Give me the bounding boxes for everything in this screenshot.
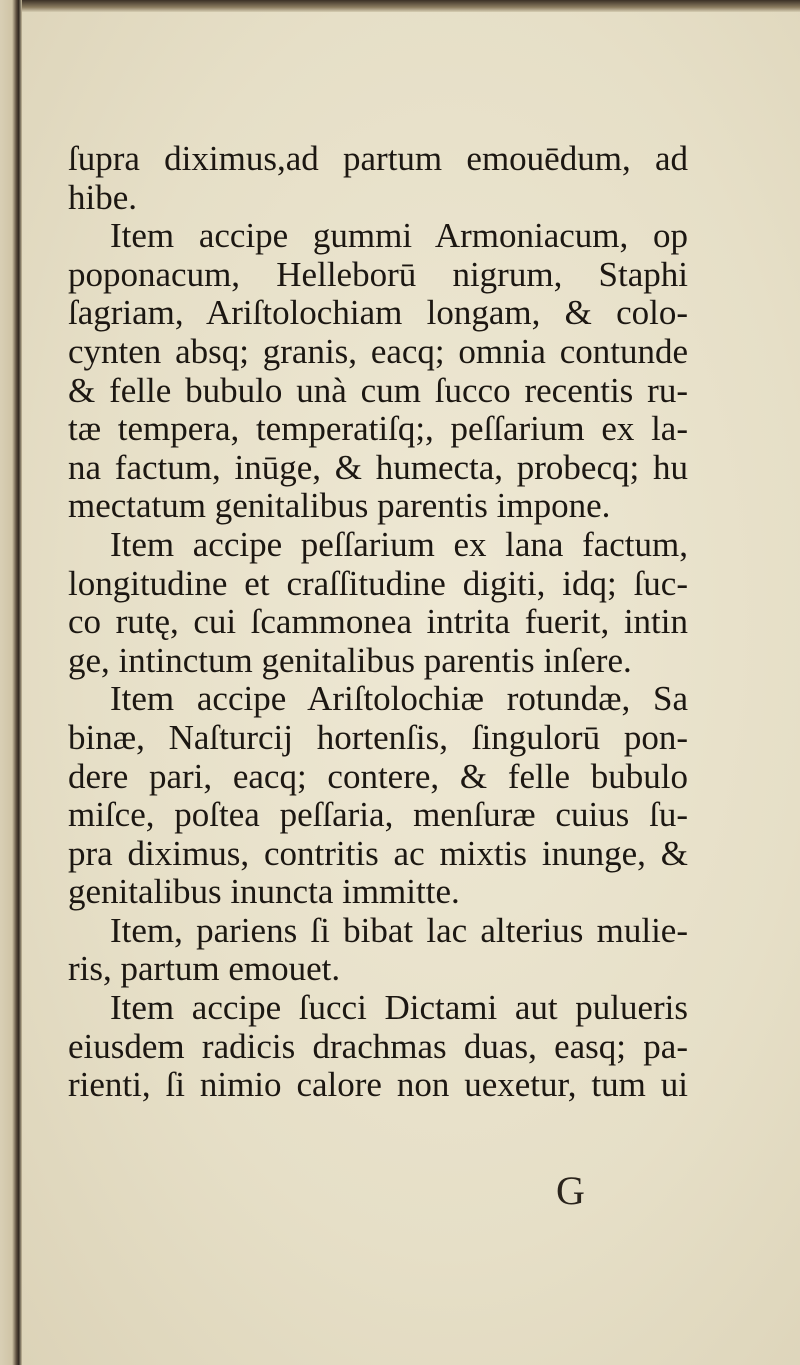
text-line: hibe. <box>68 177 138 217</box>
text-line: dere pari, eacq; contere, & felle bubulo <box>68 756 688 796</box>
text-line: Item accipe peſſarium ex lana factum, <box>110 524 688 564</box>
text-line: pra diximus, contritis ac mixtis inunge, & <box>68 833 688 873</box>
text-line: Item accipe gummi Armoniacum, op <box>110 216 688 256</box>
text-line: ſagriam, Ariſtolochiam longam, & colo- <box>68 293 688 333</box>
text-line: longitudine et craſſitudine digiti, idq; ſuc- <box>68 563 688 603</box>
text-line: ſupra diximus,ad partum emouēdum, ad <box>68 139 688 178</box>
signature-mark: G <box>556 1168 585 1213</box>
text-line: ris, partum emouet. <box>68 949 341 989</box>
text-line: binæ, Naſturcij hortenſis, ſingulorū pon- <box>68 717 688 757</box>
text-line: co rutę, cui ſcammonea intrita fuerit, intin <box>68 602 688 642</box>
page <box>22 12 800 1365</box>
text-line: genitalibus inuncta immitte. <box>68 872 460 912</box>
text-line: rienti, ſi nimio calore non uexetur, tum ui <box>68 1065 688 1105</box>
text-line: cynten absq; granis, eacq; omnia contunde <box>68 331 688 371</box>
text-line: ge, intinctum genitalibus parentis inſere. <box>68 640 632 680</box>
text-line: Item, pariens ſi bibat lac alterius mulie- <box>110 910 688 950</box>
page-top-edge <box>0 0 800 12</box>
text-line: tæ tempera, temperatiſq;, peſſarium ex la- <box>68 409 688 449</box>
text-line: Item accipe ſucci Dictami aut pulueris <box>110 988 688 1028</box>
text-line: miſce, poſtea peſſaria, menſuræ cuius ſu- <box>68 795 688 835</box>
text-line: & felle bubulo unà cum ſucco recentis ru- <box>68 370 688 410</box>
text-line: mectatum genitalibus parentis impone. <box>68 486 611 526</box>
book-binding-edge <box>0 0 22 1365</box>
text-line: eiusdem radicis drachmas duas, easq; pa- <box>68 1026 688 1066</box>
text-line: poponacum, Helleborū nigrum, Staphi <box>68 254 688 294</box>
text-line: Item accipe Ariſtolochiæ rotundæ, Sa <box>110 679 688 719</box>
body-text <box>68 140 688 1105</box>
text-line: na factum, inūge, & humecta, probecq; hu <box>68 447 688 487</box>
